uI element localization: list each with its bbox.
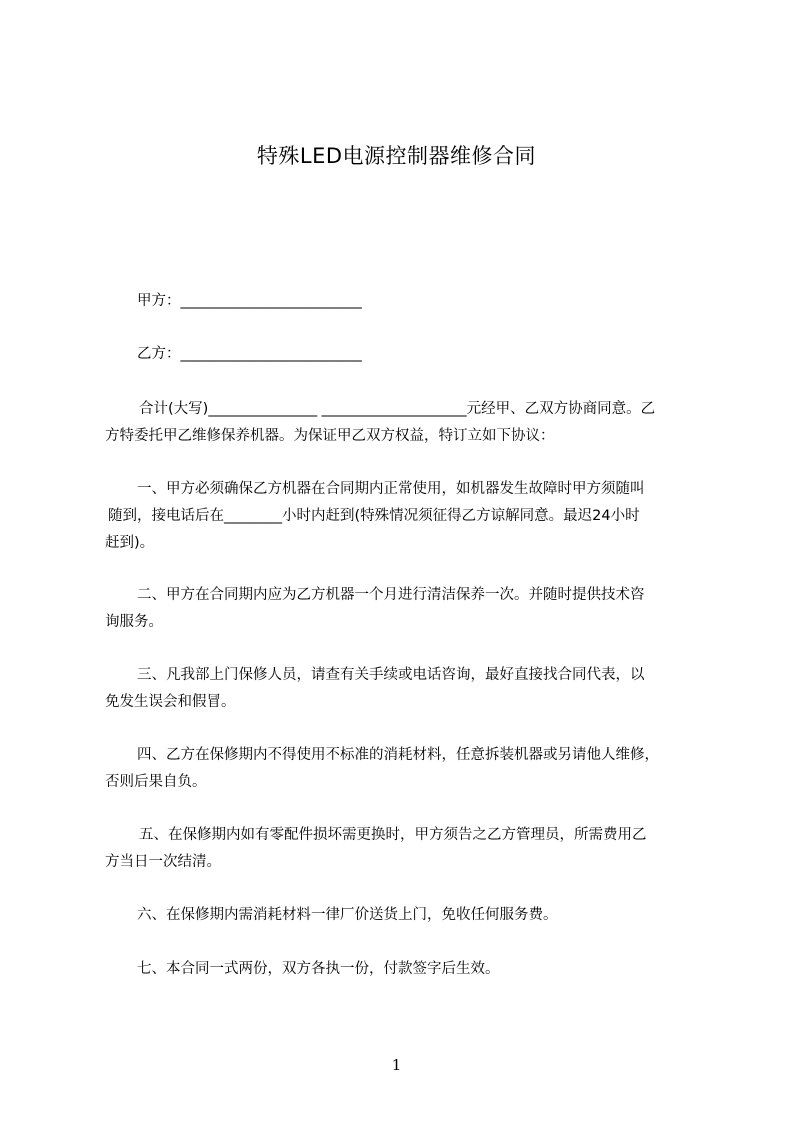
intro-line-2: 方特委托甲乙维修保养机器。为保证甲乙双方权益，特订立如下协议： xyxy=(105,428,555,444)
clause-2-line-2: 询服务。 xyxy=(105,614,163,630)
clause-6-line-1: 六、在保修期内需消耗材料一律厂价送货上门，免收任何服务费。 xyxy=(137,907,558,923)
page-number: 1 xyxy=(391,1056,402,1074)
clause-4-line-2: 否则后果自负。 xyxy=(105,774,207,790)
clause-3-line-1: 三、凡我部上门保修人员，请查有关手续或电话咨询，最好直接找合同代表，以 xyxy=(137,667,645,683)
clause-1-line-2: 随到，接电话后在________小时内赶到(特殊情况须征得乙方谅解同意。最迟24小时 xyxy=(108,508,640,524)
clause-2-line-1: 二、甲方在合同期内应为乙方机器一个月进行清洁保养一次。并随时提供技术咨 xyxy=(137,587,645,603)
clause-5-line-2: 方当日一次结清。 xyxy=(105,854,221,870)
clause-7-line-1: 七、本合同一式两份，双方各执一份，付款签字后生效。 xyxy=(137,961,500,977)
clause-5-line-1: 五、在保修期内如有零配件损坏需更换时，甲方须告之乙方管理员，所需费用乙 xyxy=(139,827,647,843)
clause-1-line-3: 赶到)。 xyxy=(105,535,155,551)
intro-line-1: 合计(大写)_______________ ____________________元经甲、乙双方协商同意。乙 xyxy=(139,401,656,417)
clause-1-line-1: 一、甲方必须确保乙方机器在合同期内正常使用，如机器发生故障时甲方须随叫 xyxy=(137,481,645,497)
party-b-line: 乙方：_________________________ xyxy=(137,346,362,362)
clause-4-line-1: 四、乙方在保修期内不得使用不标准的消耗材料，任意拆装机器或另请他人维修， xyxy=(137,747,659,763)
document-title: 特殊LED电源控制器维修合同 xyxy=(256,144,537,168)
party-a-line: 甲方：_________________________ xyxy=(137,293,362,309)
clause-3-line-2: 免发生误会和假冒。 xyxy=(105,694,236,710)
